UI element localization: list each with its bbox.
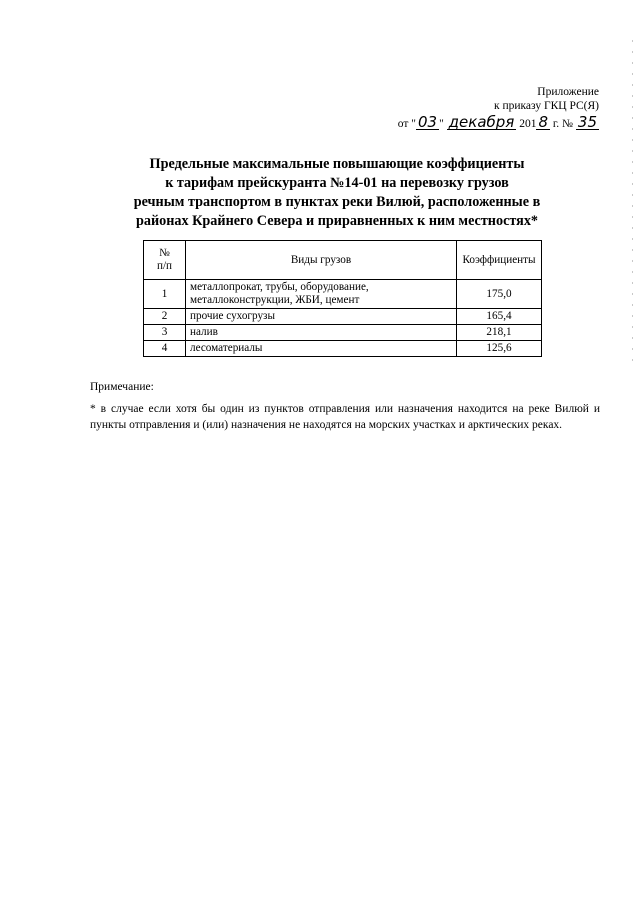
year-prefix: 201 bbox=[519, 118, 537, 130]
document-title bbox=[92, 155, 582, 231]
header-num-symbol: № bbox=[159, 247, 170, 259]
coefficients-table bbox=[143, 240, 542, 357]
cargo-type: налив bbox=[186, 325, 457, 341]
scan-edge-marks bbox=[632, 40, 634, 460]
note-label: Примечание: bbox=[90, 381, 154, 393]
date-prefix: от " bbox=[397, 118, 416, 130]
handwritten-year-digit: 8 bbox=[538, 113, 548, 131]
handwritten-day: 03 bbox=[418, 113, 438, 131]
appendix-header bbox=[398, 85, 599, 131]
coefficient-value: 218,1 bbox=[457, 325, 542, 341]
title-line: Предельные максимальные повышающие коэффициенты bbox=[149, 156, 525, 172]
handwritten-month: декабря bbox=[448, 113, 515, 131]
table-row bbox=[144, 341, 542, 357]
title-line: к тарифам прейскуранта №14-01 на перевозку грузов bbox=[165, 175, 509, 191]
cargo-type-line: металлопрокат, трубы, оборудование, bbox=[190, 281, 369, 293]
quote-close: " bbox=[439, 118, 444, 130]
title-line: речным транспортом в пунктах реки Вилюй, расположенные в bbox=[133, 194, 541, 210]
note-text: * в случае если хотя бы один из пунктов отправления или назначения находится на реке Вилюй и пункты отправления и (или) назначения не находятся на морских участках и арктических реках. bbox=[90, 403, 600, 431]
coefficient-value: 125,6 bbox=[457, 341, 542, 357]
order-date-line bbox=[398, 115, 599, 131]
table-row bbox=[144, 309, 542, 325]
cargo-type: лесоматериалы bbox=[186, 341, 457, 357]
header-num-label: п/п bbox=[156, 260, 173, 272]
coefficient-value: 175,0 bbox=[457, 280, 542, 309]
header-cargo-type: Виды грузов bbox=[186, 241, 457, 280]
coefficient-value: 165,4 bbox=[457, 309, 542, 325]
handwritten-order-number: 35 bbox=[577, 113, 597, 131]
row-number: 4 bbox=[144, 341, 186, 357]
cargo-type-line: металлоконструкции, ЖБИ, цемент bbox=[190, 294, 360, 306]
header-num bbox=[144, 241, 186, 280]
cargo-type bbox=[186, 280, 457, 309]
table-row bbox=[144, 280, 542, 309]
row-number: 1 bbox=[144, 280, 186, 309]
cargo-type: прочие сухогрузы bbox=[186, 309, 457, 325]
table-header-row bbox=[144, 241, 542, 280]
row-number: 3 bbox=[144, 325, 186, 341]
appendix-label: Приложение bbox=[537, 86, 599, 98]
title-line: районах Крайнего Севера и приравненных к ним местностях* bbox=[135, 213, 539, 229]
year-suffix: г. № bbox=[552, 118, 574, 130]
header-coefficients: Коэффициенты bbox=[457, 241, 542, 280]
order-reference: к приказу ГКЦ РС(Я) bbox=[494, 100, 599, 112]
row-number: 2 bbox=[144, 309, 186, 325]
table-row bbox=[144, 325, 542, 341]
